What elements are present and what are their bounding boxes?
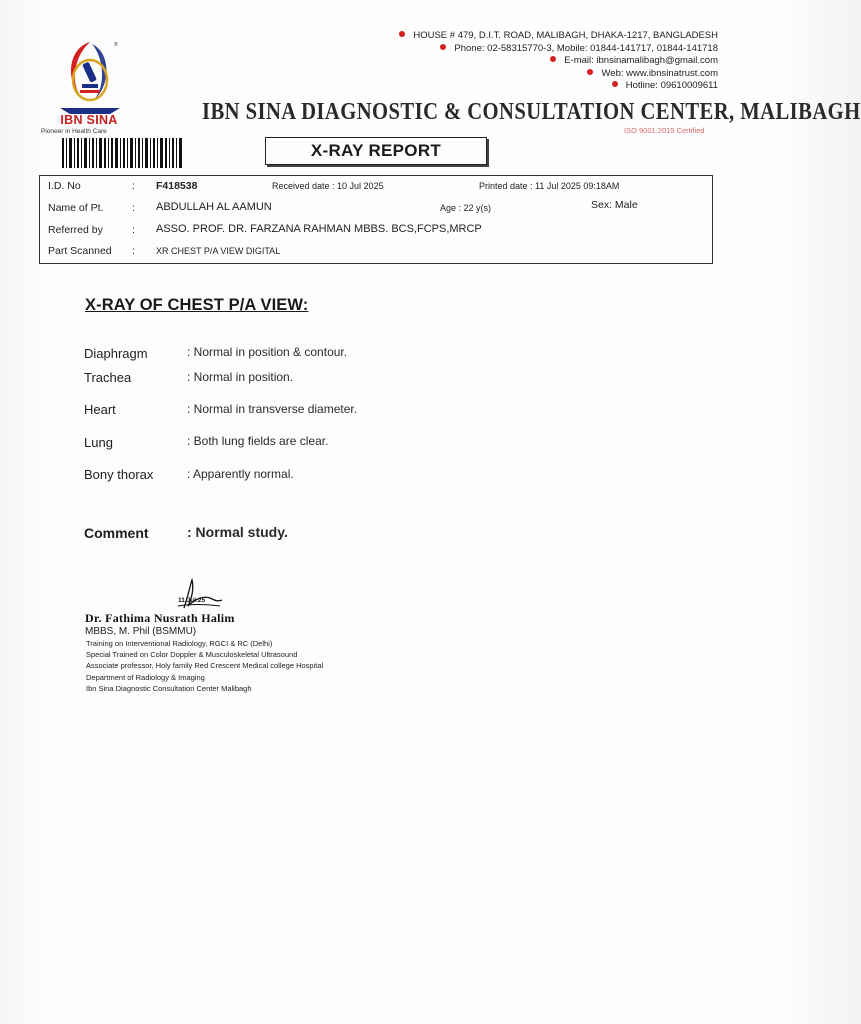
iso-certification: ISO 9001:2015 Certified bbox=[624, 126, 705, 135]
barcode-icon bbox=[62, 138, 183, 168]
svg-text:®: ® bbox=[114, 42, 118, 48]
referred-colon: : bbox=[132, 224, 135, 236]
finding-label-heart: Heart bbox=[84, 402, 116, 417]
bullet-dot-icon bbox=[587, 69, 593, 75]
finding-label-diaphragm: Diaphragm bbox=[84, 346, 148, 361]
finding-label-lung: Lung bbox=[84, 435, 113, 450]
brand-tagline: Pioneer in Health Care bbox=[41, 128, 107, 135]
part-value: XR CHEST P/A VIEW DIGITAL bbox=[156, 246, 281, 256]
report-section-title: X-RAY OF CHEST P/A VIEW: bbox=[85, 296, 309, 314]
web-line: Web: www.ibnsinatrust.com bbox=[399, 68, 718, 81]
doctor-credential-line: Ibn Sina Diagnostic Consultation Center Malibagh bbox=[86, 684, 252, 693]
patient-sex: Sex: Male bbox=[591, 199, 638, 211]
part-colon: : bbox=[132, 245, 135, 257]
doctor-name: Dr. Fathima Nusrath Halim bbox=[85, 611, 235, 625]
printed-date: Printed date : 11 Jul 2025 09:18AM bbox=[479, 181, 620, 191]
name-label: Name of Pt. bbox=[48, 202, 104, 214]
comment-value: : Normal study. bbox=[187, 524, 288, 540]
finding-value-trachea: : Normal in position. bbox=[187, 370, 294, 384]
referred-label: Referred by bbox=[48, 224, 103, 236]
doctor-credential-line: Special Trained on Color Doppler & Musculoskeletal Ultrasound bbox=[86, 650, 298, 659]
finding-value-heart: : Normal in transverse diameter. bbox=[187, 402, 358, 416]
hotline-line: Hotline: 09610009611 bbox=[399, 80, 718, 93]
doctor-credential-line: Associate professor, Holy family Red Crescent Medical college Hospital bbox=[86, 661, 324, 670]
id-value: F418538 bbox=[156, 180, 198, 192]
address-line: HOUSE # 479, D.I.T. ROAD, MALIBAGH, DHAKA-1217, BANGLADESH bbox=[399, 30, 718, 43]
finding-value-bony-thorax: : Apparently normal. bbox=[187, 467, 294, 481]
doctor-credential-line: Training on Interventional Radiology, RGCI & RC (Delhi) bbox=[86, 639, 273, 648]
doctor-degree: MBBS, M. Phil (BSMMU) bbox=[85, 626, 197, 637]
phone-line: Phone: 02-58315770-3, Mobile: 01844-141717, 01844-141718 bbox=[399, 43, 718, 56]
bullet-dot-icon bbox=[399, 31, 405, 37]
finding-value-lung: : Both lung fields are clear. bbox=[187, 434, 329, 448]
comment-label: Comment bbox=[84, 525, 149, 541]
id-label: I.D. No bbox=[48, 180, 81, 192]
center-name: IBN SINA DIAGNOSTIC & CONSULTATION CENTER, MALIBAGH bbox=[202, 99, 861, 125]
bullet-dot-icon bbox=[550, 56, 556, 62]
finding-value-diaphragm: : Normal in position & contour. bbox=[187, 345, 348, 359]
signature-date: 11.Jul.25 bbox=[178, 597, 206, 604]
email-line: E-mail: ibnsinamalibagh@gmail.com bbox=[399, 55, 718, 68]
finding-label-bony-thorax: Bony thorax bbox=[84, 467, 154, 482]
finding-label-trachea: Trachea bbox=[84, 370, 132, 385]
id-colon: : bbox=[132, 180, 135, 192]
bullet-dot-icon bbox=[612, 81, 618, 87]
doctor-credential-line: Department of Radiology & Imaging bbox=[86, 673, 205, 682]
referred-value: ASSO. PROF. DR. FARZANA RAHMAN MBBS. BCS,FCPS,MRCP bbox=[156, 223, 482, 235]
contact-block bbox=[399, 30, 718, 93]
patient-name: ABDULLAH AL AAMUN bbox=[156, 201, 272, 213]
brand-name: IBN SINA bbox=[60, 113, 118, 127]
patient-info-box bbox=[39, 175, 713, 264]
part-label: Part Scanned bbox=[48, 245, 112, 257]
name-colon: : bbox=[132, 202, 135, 214]
doctor-signature-icon bbox=[170, 578, 230, 612]
bullet-dot-icon bbox=[440, 44, 446, 50]
patient-age: Age : 22 y(s) bbox=[440, 203, 492, 213]
received-date: Received date : 10 Jul 2025 bbox=[272, 181, 384, 191]
report-title-box: X-RAY REPORT bbox=[265, 137, 487, 165]
